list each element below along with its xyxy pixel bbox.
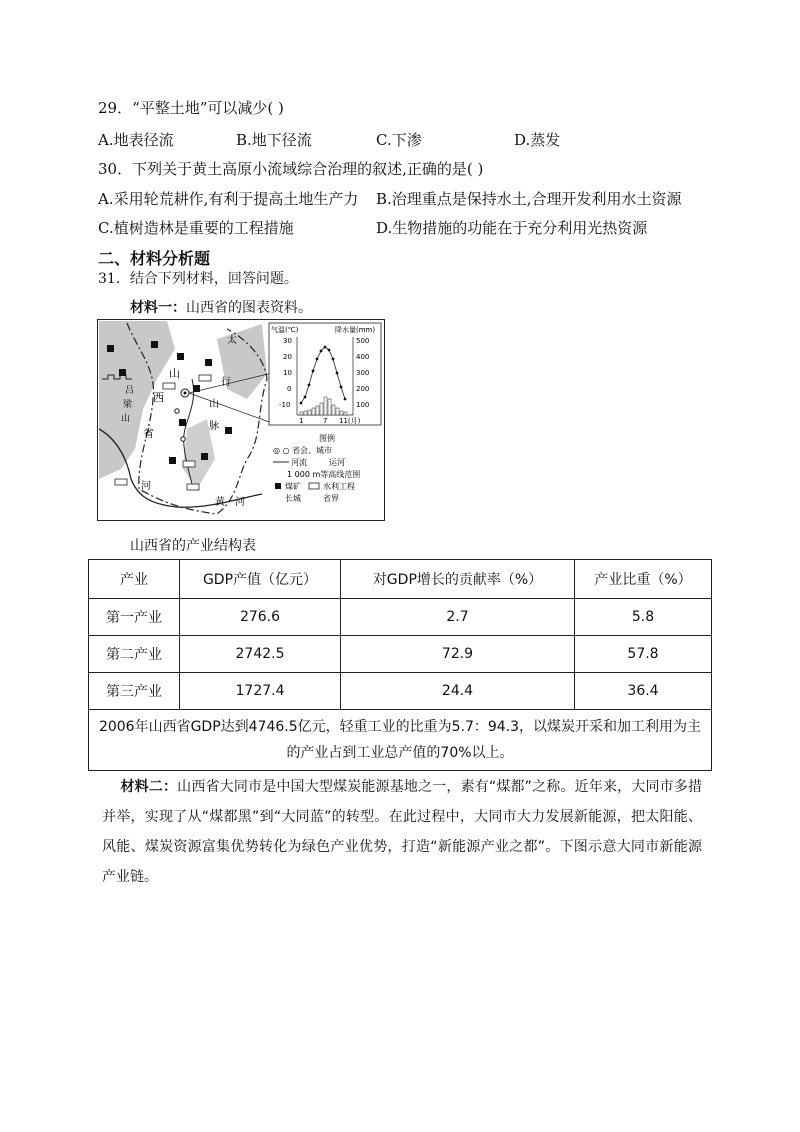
q30-option-c: C.植树造林是重要的工程措施 [98,219,294,237]
material-1-label: 材料一： [130,300,186,316]
legend-item: 煤矿 [285,482,301,491]
q29-option-a: A.地表径流 [98,131,174,149]
table-header: 对GDP增长的贡献率（%） [341,560,575,599]
precip-tick: 300 [356,369,370,377]
label-shan-province: 山 [169,367,180,380]
table-cell: 2.7 [341,599,575,636]
legend-item: 河流 [291,458,307,467]
table-header: GDP产值（亿元） [180,560,341,599]
table-note-row [89,710,712,771]
q30-option-b: B.治理重点是保持水土,合理开发利用水土资源 [376,190,682,208]
table-cell: 24.4 [341,673,575,710]
month-tick: 11(月) [339,417,361,425]
table-row [89,599,712,636]
coal-mine [201,453,208,460]
material-2-paragraph [102,772,702,892]
coal-mine [205,359,212,366]
label-he2: 河 [235,497,245,508]
industry-structure-table [88,559,712,771]
table-cell: 276.6 [180,599,341,636]
label-huang: 黄 [215,497,225,508]
coal-mine [225,427,232,434]
temp-axis-label: 气温(℃) [271,326,299,334]
table-cell: 第二产业 [89,636,180,673]
month-tick: 7 [323,417,328,425]
section-title: 二、材料分析题 [98,249,211,268]
q29-option-b: B.地下径流 [236,131,312,149]
legend-item: 长城 [285,494,301,503]
question-30-stem: 30．下列关于黄土高原小流域综合治理的叙述,正确的是( ) [98,160,484,178]
label-tai: 太 [227,335,237,346]
temp-tick: 30 [283,337,292,345]
label-shan-mountain: 山 [209,399,219,410]
coal-mine [177,353,184,360]
q30-option-d: D.生物措施的功能在于充分利用光热资源 [376,219,648,237]
q29-option-c: C.下渗 [376,131,422,149]
label-xi: 西 [153,391,164,404]
table-cell: 2742.5 [180,636,341,673]
legend-item: 运河 [329,458,345,467]
material-2-label: 材料二： [120,779,178,795]
shanxi-map-figure [97,319,385,521]
table-cell: 1727.4 [180,673,341,710]
table-header: 产业 [89,560,180,599]
legend-item: 水利工程 [323,482,355,491]
map-svg [97,319,385,521]
table-row [89,636,712,673]
precip-tick: 100 [356,401,370,409]
q29-option-d: D.蒸发 [514,131,561,149]
coal-mine [169,457,176,464]
table-header-row [89,560,712,599]
label-he: 河 [141,481,151,492]
table-cell: 72.9 [341,636,575,673]
temp-tick: -10 [279,401,291,409]
label-lv: 吕 [125,386,135,396]
climate-chart [269,323,381,425]
label-hang: 行 [221,377,231,388]
legend-item: 1 000 m等高线范围 [287,470,361,479]
precip-axis-label: 降水量(mm) [335,326,376,334]
question-31-stem: 31．结合下列材料，回答问题。 [98,271,298,287]
coal-mine [107,345,114,352]
precip-tick: 200 [356,385,370,393]
legend-title: 图例 [319,434,335,443]
coal-mine [151,341,158,348]
label-shan-lv: 山 [121,414,131,424]
legend-item: ◎ ○ 省会、城市 [273,446,333,455]
table-note: 2006年山西省GDP达到4746.5亿元，轻重工业的比重为5.7：94.3，以煤炭开采和加工利用为主的产业占到工业总产值的70%以上。 [89,710,712,771]
coal-mine [179,419,186,426]
question-29-stem: 29．“平整土地”可以减少( ) [98,99,284,117]
temp-tick: 0 [287,385,292,393]
material-2-text: 山西省大同市是中国大型煤炭能源基地之一，素有“煤都”之称。近年来，大同市多措并举，实现了从“煤都黑”到“大同蓝”的转型。在此过程中，大同市大力发展新能源，把太阳能、风能、煤炭资源富集优势转化为绿色产业优势，打造“新能源产业之都”。下图示意大同市新能源产业链。 [102,779,702,885]
precip-tick: 500 [356,337,370,345]
table-cell: 36.4 [575,673,712,710]
coal-mine [119,369,126,376]
temp-tick: 10 [283,369,292,377]
legend-item: 省界 [323,494,339,503]
table-cell: 57.8 [575,636,712,673]
material-1-text: 山西省的图表资料。 [186,300,312,316]
table-cell: 第三产业 [89,673,180,710]
month-tick: 1 [299,417,304,425]
table-row [89,673,712,710]
table-cell: 第一产业 [89,599,180,636]
q30-option-a: A.采用轮荒耕作,有利于提高土地生产力 [98,190,359,208]
label-mai: 脉 [209,421,219,432]
precip-tick: 400 [356,353,370,361]
label-liang: 梁 [123,400,133,410]
table-caption: 山西省的产业结构表 [130,538,256,554]
temp-tick: 20 [283,353,292,361]
material-1-line [130,297,312,317]
table-cell: 5.8 [575,599,712,636]
table-header: 产业比重（%） [575,560,712,599]
label-sheng: 省 [143,427,154,440]
